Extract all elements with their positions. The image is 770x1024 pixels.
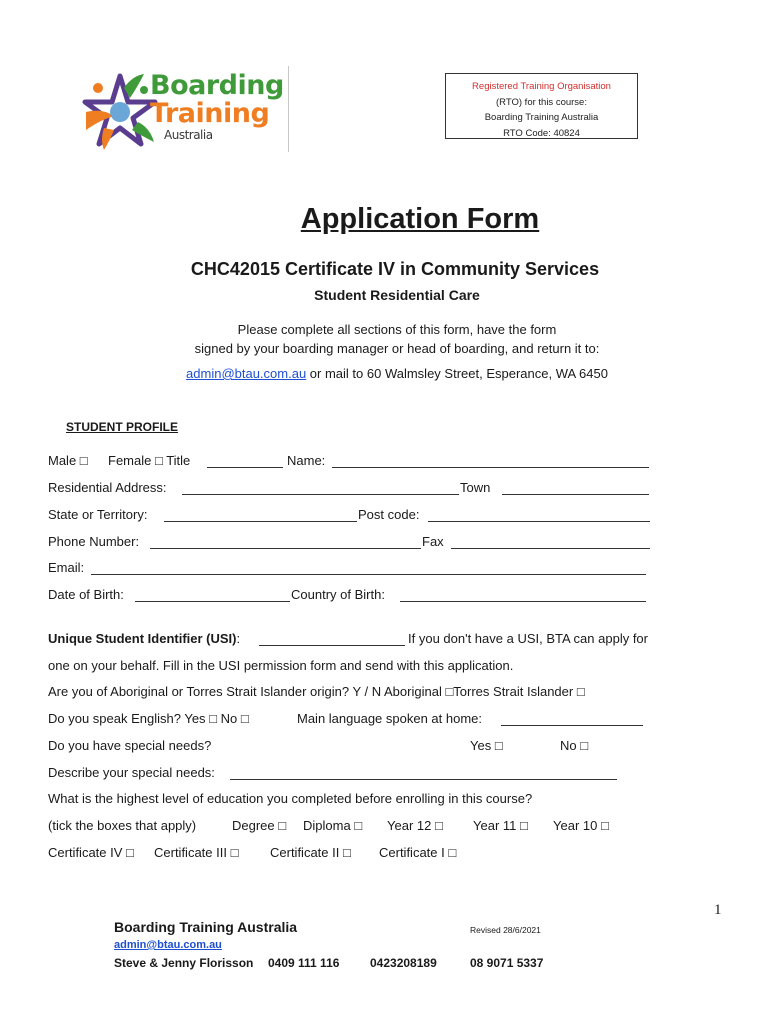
describe-needs-label: Describe your special needs:: [48, 765, 215, 780]
footer-revised: Revised 28/6/2021: [470, 925, 541, 935]
special-needs-yes-checkbox[interactable]: Yes □: [470, 738, 503, 753]
course-stream: Student Residential Care: [314, 287, 480, 303]
country-of-birth-label: Country of Birth:: [291, 587, 385, 602]
year12-checkbox[interactable]: Year 12 □: [387, 818, 443, 833]
email-label: Email:: [48, 560, 85, 575]
state-label: State or Territory:: [48, 507, 148, 522]
describe-needs-field[interactable]: [230, 779, 617, 780]
special-needs-no-checkbox[interactable]: No □: [560, 738, 589, 753]
footer-org-name: Boarding Training Australia: [114, 919, 298, 935]
usi-note-2: one on your behalf. Fill in the USI permission form and send with this application.: [48, 658, 514, 673]
logo-word-australia: Australia: [164, 128, 213, 142]
female-checkbox-title-label[interactable]: Female □ Title: [108, 453, 191, 468]
state-field[interactable]: [164, 521, 357, 522]
cert1-checkbox[interactable]: Certificate I □: [379, 845, 457, 860]
rto-info-box: [445, 73, 638, 139]
year10-checkbox[interactable]: Year 10 □: [553, 818, 609, 833]
residential-address-field[interactable]: [182, 494, 459, 495]
logo-word-training: Training: [150, 98, 270, 129]
usi-label-wrap: [48, 631, 240, 646]
title-field[interactable]: [207, 467, 283, 468]
diploma-checkbox[interactable]: Diploma □: [303, 818, 363, 833]
intro-address: or mail to 60 Walmsley Street, Esperance, WA 6450: [306, 366, 608, 381]
phone-label: Phone Number:: [48, 534, 140, 549]
cert2-checkbox[interactable]: Certificate II □: [270, 845, 351, 860]
year11-checkbox[interactable]: Year 11 □: [473, 818, 528, 833]
town-label: Town: [460, 480, 491, 495]
footer-phone-3: 08 9071 5337: [470, 956, 544, 970]
phone-field[interactable]: [150, 548, 421, 549]
footer-phone-1: 0409 111 116: [268, 956, 340, 970]
cert4-checkbox[interactable]: Certificate IV □: [48, 845, 134, 860]
tick-instruction: (tick the boxes that apply): [48, 818, 197, 833]
footer-email-link[interactable]: admin@btau.com.au: [114, 939, 222, 951]
aboriginal-question[interactable]: Are you of Aboriginal or Torres Strait Islander origin? Y / N Aboriginal □Torres Strait Islander □: [48, 684, 585, 699]
degree-checkbox[interactable]: Degree □: [232, 818, 287, 833]
rto-line-2: (RTO) for this course:: [496, 96, 587, 108]
special-needs-question: Do you have special needs?: [48, 738, 212, 753]
residential-address-label: Residential Address:: [48, 480, 167, 495]
intro-line-3: [0, 366, 770, 381]
usi-label: Unique Student Identifier (USI): [48, 631, 237, 646]
english-question[interactable]: Do you speak English? Yes □ No □: [48, 711, 249, 726]
boarding-training-logo: [80, 68, 295, 152]
footer-phone-2: 0423208189: [370, 956, 437, 970]
intro-line-1: Please complete all sections of this form, have the form: [237, 322, 557, 337]
intro-line-2: signed by your boarding manager or head of boarding, and return it to:: [194, 341, 600, 356]
footer-contact-names: Steve & Jenny Florisson: [114, 956, 254, 970]
rto-line-3: Boarding Training Australia: [484, 112, 599, 123]
dob-label: Date of Birth:: [48, 587, 124, 602]
logo-word-boarding: Boarding: [150, 70, 284, 101]
usi-field[interactable]: [259, 645, 405, 646]
education-question: What is the highest level of education you completed before enrolling in this course?: [48, 791, 533, 806]
course-title: CHC42015 Certificate IV in Community Services: [190, 259, 600, 279]
page-number: 1: [714, 902, 722, 918]
usi-note: If you don't have a USI, BTA can apply for: [408, 631, 648, 646]
name-label: Name:: [287, 453, 326, 468]
page-title: Application Form: [300, 203, 540, 235]
rto-line-1: Registered Training Organisation: [472, 81, 611, 92]
town-field[interactable]: [502, 494, 649, 495]
cert3-checkbox[interactable]: Certificate III □: [154, 845, 239, 860]
admin-email-link[interactable]: admin@btau.com.au: [186, 366, 307, 381]
male-checkbox[interactable]: Male □: [48, 453, 88, 468]
logo-divider: [288, 66, 289, 152]
email-field[interactable]: [91, 574, 646, 575]
country-of-birth-field[interactable]: [400, 601, 646, 602]
fax-label: Fax: [422, 534, 444, 549]
fax-field[interactable]: [451, 548, 650, 549]
rto-line-4: RTO Code: 40824: [503, 127, 580, 139]
name-field[interactable]: [332, 467, 649, 468]
logo-star-icon: [80, 68, 160, 152]
main-language-field[interactable]: [501, 725, 643, 726]
section-heading-student-profile: STUDENT PROFILE: [66, 420, 179, 434]
main-language-label: Main language spoken at home:: [297, 711, 483, 726]
dob-field[interactable]: [135, 601, 290, 602]
usi-colon: :: [236, 631, 241, 646]
postcode-label: Post code:: [358, 507, 420, 522]
postcode-field[interactable]: [428, 521, 650, 522]
